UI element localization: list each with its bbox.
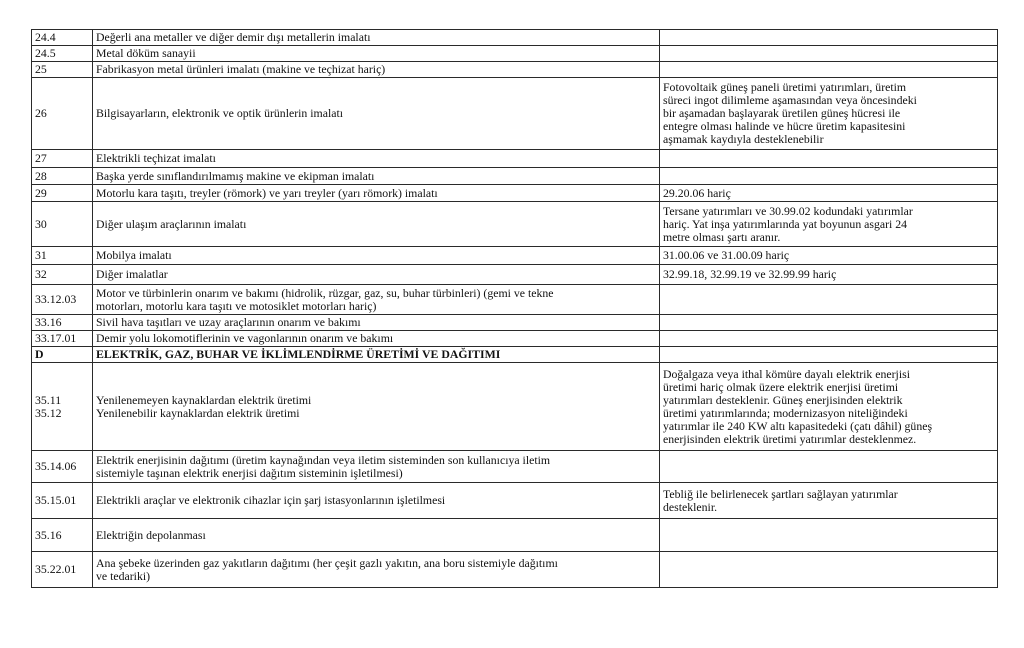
activity-condition-cell: 32.99.18, 32.99.19 ve 32.99.99 hariç bbox=[660, 265, 998, 285]
activity-description-cell: Bilgisayarların, elektronik ve optik ürünlerin imalatı bbox=[93, 78, 660, 150]
activity-description-cell: Değerli ana metaller ve diğer demir dışı metallerin imalatı bbox=[93, 30, 660, 46]
activity-condition-cell bbox=[660, 150, 998, 168]
activity-description-cell: Sivil hava taşıtları ve uzay araçlarının onarım ve bakımı bbox=[93, 315, 660, 331]
table-row bbox=[32, 168, 998, 185]
activity-description-cell: Diğer imalatlar bbox=[93, 265, 660, 285]
activity-code-cell: 30 bbox=[32, 202, 93, 247]
activity-code-cell: 29 bbox=[32, 185, 93, 202]
activity-code-cell: 35.15.01 bbox=[32, 483, 93, 519]
activity-code-cell: 32 bbox=[32, 265, 93, 285]
table-row bbox=[32, 78, 998, 150]
activity-code-cell: 33.12.03 bbox=[32, 285, 93, 315]
activity-description-cell: Başka yerde sınıflandırılmamış makine ve ekipman imalatı bbox=[93, 168, 660, 185]
activity-description-cell: Elektrikli araçlar ve elektronik cihazlar için şarj istasyonlarının işletilmesi bbox=[93, 483, 660, 519]
activity-code-cell: 27 bbox=[32, 150, 93, 168]
activity-condition-cell: Tebliğ ile belirlenecek şartları sağlayan yatırımlar desteklenir. bbox=[660, 483, 998, 519]
table-row bbox=[32, 315, 998, 331]
activity-description-cell: Motor ve türbinlerin onarım ve bakımı (hidrolik, rüzgar, gaz, su, buhar türbinleri) (gemi ve tekne motorları, motorlu kara taşıtı ve motosiklet motorları hariç) bbox=[93, 285, 660, 315]
activity-condition-cell bbox=[660, 62, 998, 78]
activity-code-cell: 33.17.01 bbox=[32, 331, 93, 347]
activity-description-cell: Elektrikli teçhizat imalatı bbox=[93, 150, 660, 168]
table-row bbox=[32, 30, 998, 46]
activity-table bbox=[31, 29, 998, 588]
activity-code-cell: 24.4 bbox=[32, 30, 93, 46]
activity-code-cell: 24.5 bbox=[32, 46, 93, 62]
activity-code-cell: 35.14.06 bbox=[32, 451, 93, 483]
table-row bbox=[32, 150, 998, 168]
activity-condition-cell bbox=[660, 331, 998, 347]
activity-condition-cell bbox=[660, 30, 998, 46]
activity-description-cell: Elektrik enerjisinin dağıtımı (üretim kaynağından veya iletim sisteminden son kullanıcıya iletim sistemiyle taşınan elektrik enerjisi dağıtım sisteminin işletilmesi) bbox=[93, 451, 660, 483]
activity-condition-cell bbox=[660, 285, 998, 315]
activity-code-cell: 26 bbox=[32, 78, 93, 150]
activity-condition-cell bbox=[660, 168, 998, 185]
table-row bbox=[32, 451, 998, 483]
activity-condition-cell: Doğalgaza veya ithal kömüre dayalı elektrik enerjisi üretimi hariç olmak üzere elektrik enerjisi üretimi yatırımları desteklenir. Güneş enerjisinden elektrik üretimi yatırımlarında; modernizasyon niteliğindeki yatırımlar ile 240 KW altı kapasitedeki (çatı dâhil) güneş enerjisinden elektrik üretimi yatırımlar desteklenmez. bbox=[660, 363, 998, 451]
table-row bbox=[32, 247, 998, 265]
activity-table-body bbox=[32, 30, 998, 588]
table-row bbox=[32, 202, 998, 247]
activity-code-cell: 35.11 35.12 bbox=[32, 363, 93, 451]
activity-condition-cell bbox=[660, 347, 998, 363]
table-row bbox=[32, 62, 998, 78]
activity-condition-cell bbox=[660, 46, 998, 62]
table-row bbox=[32, 552, 998, 588]
activity-code-cell: 33.16 bbox=[32, 315, 93, 331]
activity-description-cell: ELEKTRİK, GAZ, BUHAR VE İKLİMLENDİRME ÜRETİMİ VE DAĞITIMI bbox=[93, 347, 660, 363]
activity-code-cell: D bbox=[32, 347, 93, 363]
activity-description-cell: Ana şebeke üzerinden gaz yakıtların dağıtımı (her çeşit gazlı yakıtın, ana boru sistemiyle dağıtımı ve tedariki) bbox=[93, 552, 660, 588]
activity-description-cell: Demir yolu lokomotiflerinin ve vagonlarının onarım ve bakımı bbox=[93, 331, 660, 347]
activity-condition-cell: Tersane yatırımları ve 30.99.02 kodundaki yatırımlar hariç. Yat inşa yatırımlarında yat boyunun asgari 24 metre olması şartı aranır. bbox=[660, 202, 998, 247]
table-row bbox=[32, 285, 998, 315]
activity-description-cell: Fabrikasyon metal ürünleri imalatı (makine ve teçhizat hariç) bbox=[93, 62, 660, 78]
table-row bbox=[32, 185, 998, 202]
table-row bbox=[32, 519, 998, 552]
table-row bbox=[32, 46, 998, 62]
activity-description-cell: Diğer ulaşım araçlarının imalatı bbox=[93, 202, 660, 247]
activity-description-cell: Motorlu kara taşıtı, treyler (römork) ve yarı treyler (yarı römork) imalatı bbox=[93, 185, 660, 202]
activity-code-cell: 35.16 bbox=[32, 519, 93, 552]
activity-condition-cell: 29.20.06 hariç bbox=[660, 185, 998, 202]
table-row bbox=[32, 483, 998, 519]
activity-condition-cell bbox=[660, 451, 998, 483]
table-row bbox=[32, 347, 998, 363]
activity-code-cell: 35.22.01 bbox=[32, 552, 93, 588]
activity-description-cell: Mobilya imalatı bbox=[93, 247, 660, 265]
activity-description-cell: Metal döküm sanayii bbox=[93, 46, 660, 62]
activity-condition-cell bbox=[660, 552, 998, 588]
activity-condition-cell: Fotovoltaik güneş paneli üretimi yatırımları, üretim süreci ingot dilimleme aşamasından veya öncesindeki bir aşamadan başlayarak üretilen güneş hücresi ile entegre olması halinde ve hücre üretim kapasitesini aşmamak kaydıyla desteklenebilir bbox=[660, 78, 998, 150]
table-row bbox=[32, 331, 998, 347]
activity-condition-cell bbox=[660, 519, 998, 552]
activity-code-cell: 28 bbox=[32, 168, 93, 185]
activity-condition-cell: 31.00.06 ve 31.00.09 hariç bbox=[660, 247, 998, 265]
table-row bbox=[32, 363, 998, 451]
activity-code-cell: 25 bbox=[32, 62, 93, 78]
activity-description-cell: Elektriğin depolanması bbox=[93, 519, 660, 552]
activity-description-cell: Yenilenemeyen kaynaklardan elektrik üretimi Yenilenebilir kaynaklardan elektrik üretimi bbox=[93, 363, 660, 451]
activity-condition-cell bbox=[660, 315, 998, 331]
table-row bbox=[32, 265, 998, 285]
activity-code-cell: 31 bbox=[32, 247, 93, 265]
